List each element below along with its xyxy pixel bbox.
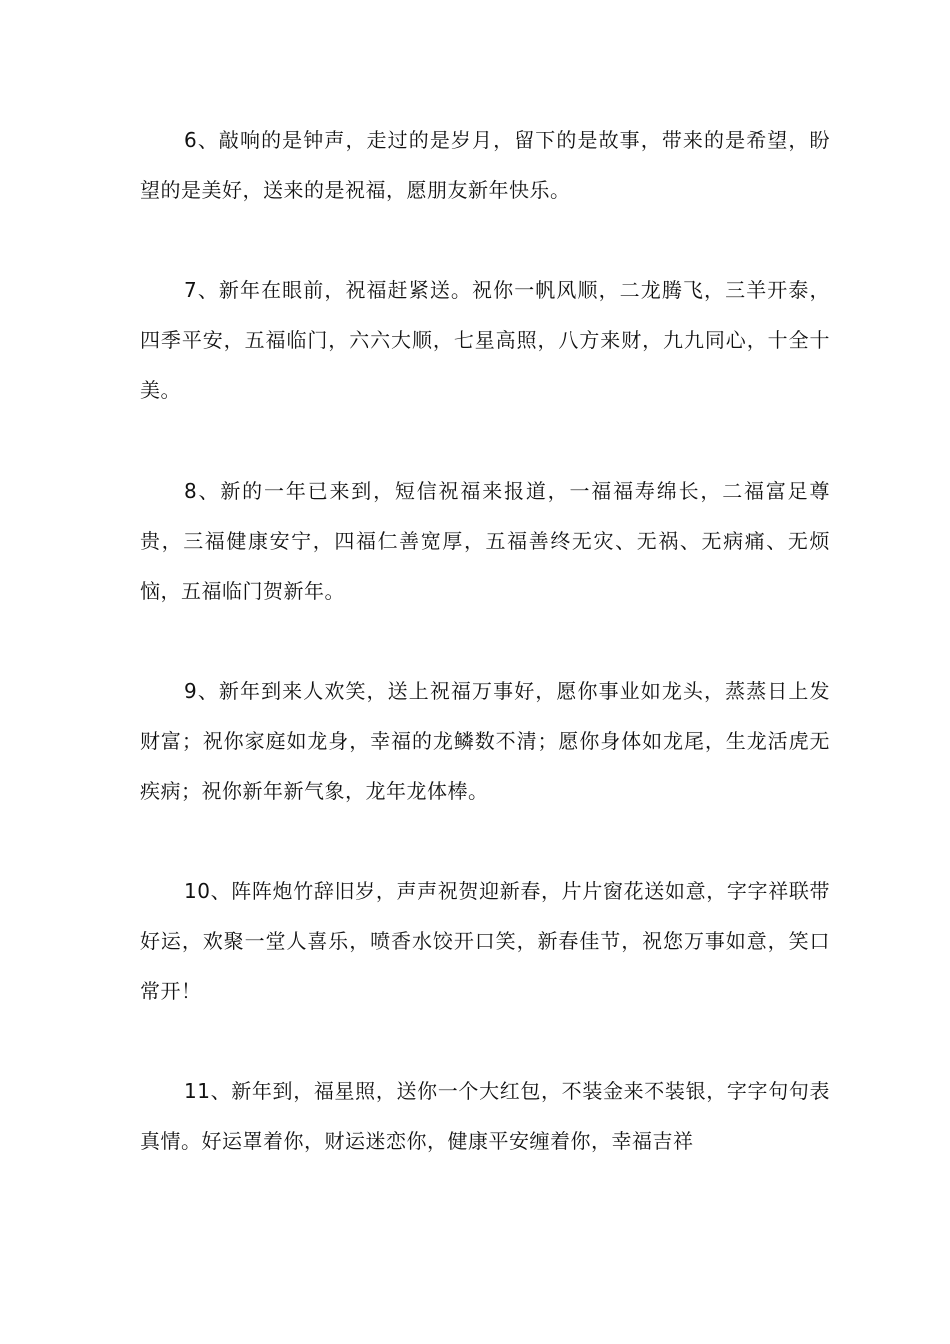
- paragraph-7: 7、新年在眼前，祝福赶紧送。祝你一帆风顺，二龙腾飞，三羊开泰，四季平安，五福临门，六六大顺，七星高照，八方来财，九九同心，十全十美。: [140, 278, 830, 402]
- paragraph-8: 8、新的一年已来到，短信祝福来报道，一福福寿绵长，二福富足尊贵，三福健康安宁，四福仁善宽厚，五福善终无灾、无祸、无病痛、无烦恼，五福临门贺新年。: [140, 479, 830, 603]
- paragraph-9: 9、新年到来人欢笑，送上祝福万事好，愿你事业如龙头，蒸蒸日上发财富；祝你家庭如龙身，幸福的龙鳞数不清；愿你身体如龙尾，生龙活虎无疾病；祝你新年新气象，龙年龙体棒。: [140, 679, 830, 803]
- paragraph-10: 10、阵阵炮竹辞旧岁，声声祝贺迎新春，片片窗花送如意，字字祥联带好运，欢聚一堂人喜乐，喷香水饺开口笑，新春佳节，祝您万事如意，笑口常开！: [140, 879, 830, 1003]
- paragraph-11: 11、新年到，福星照，送你一个大红包，不装金来不装银，字字句句表真情。好运罩着你，财运迷恋你，健康平安缠着你，幸福吉祥: [140, 1079, 830, 1153]
- paragraph-6: 6、敲响的是钟声，走过的是岁月，留下的是故事，带来的是希望，盼望的是美好，送来的是祝福，愿朋友新年快乐。: [140, 128, 830, 202]
